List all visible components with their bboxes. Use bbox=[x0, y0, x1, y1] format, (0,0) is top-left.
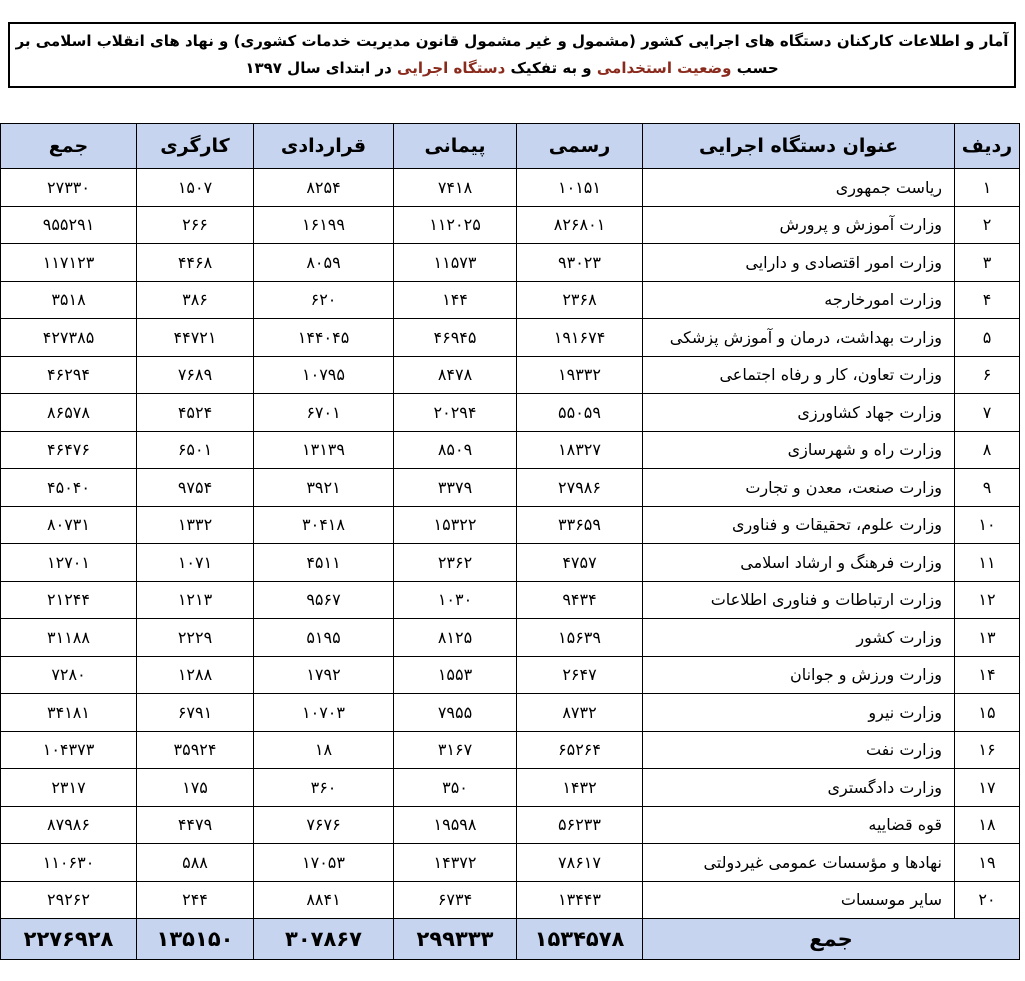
agency-name: وزارت صنعت، معدن و تجارت bbox=[643, 469, 955, 507]
agency-name: وزارت تعاون، کار و رفاه اجتماعی bbox=[643, 356, 955, 394]
header-worker: کارگری bbox=[137, 124, 254, 169]
official-count: ۲۷۹۸۶ bbox=[517, 469, 643, 507]
worker-count: ۶۷۹۱ bbox=[137, 694, 254, 732]
official-count: ۹۴۳۴ bbox=[517, 581, 643, 619]
official-count: ۸۲۶۸۰۱ bbox=[517, 206, 643, 244]
row-number: ۱۹ bbox=[955, 844, 1020, 882]
contract-count: ۱۶۱۹۹ bbox=[254, 206, 394, 244]
title-line-1: آمار و اطلاعات کارکنان دستگاه های اجرایی کشور (مشمول و غیر مشمول قانون مدیریت خدمات کشوری) و نهاد های انقلاب اسلامی بر bbox=[15, 32, 1009, 50]
row-total: ۸۷۹۸۶ bbox=[1, 806, 137, 844]
row-total: ۸۰۷۳۱ bbox=[1, 506, 137, 544]
official-count: ۱۹۱۶۷۴ bbox=[517, 319, 643, 357]
header-official: رسمی bbox=[517, 124, 643, 169]
total-contract: ۳۰۷۸۶۷ bbox=[254, 919, 394, 960]
official-count: ۱۴۳۲ bbox=[517, 769, 643, 807]
row-total: ۷۲۸۰ bbox=[1, 656, 137, 694]
agency-name: ریاست جمهوری bbox=[643, 169, 955, 207]
row-number: ۱۱ bbox=[955, 544, 1020, 582]
row-total: ۴۶۲۹۴ bbox=[1, 356, 137, 394]
row-number: ۹ bbox=[955, 469, 1020, 507]
row-total: ۳۱۱۸۸ bbox=[1, 619, 137, 657]
header-agency-title: عنوان دستگاه اجرایی bbox=[643, 124, 955, 169]
table-row bbox=[1, 431, 1020, 469]
table-row bbox=[1, 394, 1020, 432]
agency-name: وزارت ارتباطات و فناوری اطلاعات bbox=[643, 581, 955, 619]
row-number: ۱۷ bbox=[955, 769, 1020, 807]
table-row bbox=[1, 206, 1020, 244]
contract-count: ۳۰۴۱۸ bbox=[254, 506, 394, 544]
row-total: ۲۹۲۶۲ bbox=[1, 881, 137, 919]
worker-count: ۴۴۷۹ bbox=[137, 806, 254, 844]
worker-count: ۱۷۵ bbox=[137, 769, 254, 807]
agency-name: وزارت فرهنگ و ارشاد اسلامی bbox=[643, 544, 955, 582]
peymani-count: ۴۶۹۴۵ bbox=[394, 319, 517, 357]
peymani-count: ۸۱۲۵ bbox=[394, 619, 517, 657]
agency-name: وزارت نفت bbox=[643, 731, 955, 769]
worker-count: ۱۰۷۱ bbox=[137, 544, 254, 582]
contract-count: ۸۸۴۱ bbox=[254, 881, 394, 919]
contract-count: ۱۴۴۰۴۵ bbox=[254, 319, 394, 357]
peymani-count: ۶۷۳۴ bbox=[394, 881, 517, 919]
table-header-row bbox=[1, 124, 1020, 169]
row-total: ۲۷۳۳۰ bbox=[1, 169, 137, 207]
peymani-count: ۷۴۱۸ bbox=[394, 169, 517, 207]
agency-name: وزارت امورخارجه bbox=[643, 281, 955, 319]
peymani-count: ۱۴۳۷۲ bbox=[394, 844, 517, 882]
contract-count: ۸۲۵۴ bbox=[254, 169, 394, 207]
official-count: ۸۷۳۲ bbox=[517, 694, 643, 732]
row-total: ۴۵۰۴۰ bbox=[1, 469, 137, 507]
table-row bbox=[1, 356, 1020, 394]
worker-count: ۴۵۲۴ bbox=[137, 394, 254, 432]
table-row bbox=[1, 544, 1020, 582]
row-total: ۳۴۱۸۱ bbox=[1, 694, 137, 732]
table-row bbox=[1, 469, 1020, 507]
peymani-count: ۳۱۶۷ bbox=[394, 731, 517, 769]
table-row bbox=[1, 619, 1020, 657]
official-count: ۴۷۵۷ bbox=[517, 544, 643, 582]
agency-name: وزارت ورزش و جوانان bbox=[643, 656, 955, 694]
row-number: ۱۳ bbox=[955, 619, 1020, 657]
official-count: ۱۵۶۳۹ bbox=[517, 619, 643, 657]
official-count: ۶۵۲۶۴ bbox=[517, 731, 643, 769]
agency-name: وزارت جهاد کشاورزی bbox=[643, 394, 955, 432]
title-line-2-part-5: در ابتدای سال ۱۳۹۷ bbox=[245, 59, 398, 77]
employees-table bbox=[0, 123, 1020, 960]
table-row bbox=[1, 694, 1020, 732]
peymani-count: ۲۰۲۹۴ bbox=[394, 394, 517, 432]
row-number: ۲۰ bbox=[955, 881, 1020, 919]
total-peymani: ۲۹۹۳۳۳ bbox=[394, 919, 517, 960]
peymani-count: ۱۹۵۹۸ bbox=[394, 806, 517, 844]
peymani-count: ۳۵۰ bbox=[394, 769, 517, 807]
header-contract: قراردادی bbox=[254, 124, 394, 169]
contract-count: ۳۶۰ bbox=[254, 769, 394, 807]
peymani-count: ۸۴۷۸ bbox=[394, 356, 517, 394]
table-row bbox=[1, 656, 1020, 694]
row-number: ۱۲ bbox=[955, 581, 1020, 619]
title-highlight-employment-status: وضعیت استخدامی bbox=[596, 59, 732, 77]
worker-count: ۳۸۶ bbox=[137, 281, 254, 319]
header-contractual-peymani: پیمانی bbox=[394, 124, 517, 169]
official-count: ۹۳۰۲۳ bbox=[517, 244, 643, 282]
contract-count: ۸۰۵۹ bbox=[254, 244, 394, 282]
official-count: ۵۶۲۳۳ bbox=[517, 806, 643, 844]
official-count: ۷۸۶۱۷ bbox=[517, 844, 643, 882]
table-row bbox=[1, 731, 1020, 769]
contract-count: ۳۹۲۱ bbox=[254, 469, 394, 507]
worker-count: ۷۶۸۹ bbox=[137, 356, 254, 394]
peymani-count: ۲۳۶۲ bbox=[394, 544, 517, 582]
worker-count: ۲۴۴ bbox=[137, 881, 254, 919]
row-number: ۸ bbox=[955, 431, 1020, 469]
agency-name: نهادها و مؤسسات عمومی غیردولتی bbox=[643, 844, 955, 882]
worker-count: ۱۵۰۷ bbox=[137, 169, 254, 207]
worker-count: ۱۲۸۸ bbox=[137, 656, 254, 694]
row-total: ۱۱۷۱۲۳ bbox=[1, 244, 137, 282]
agency-name: وزارت کشور bbox=[643, 619, 955, 657]
official-count: ۲۶۴۷ bbox=[517, 656, 643, 694]
title-highlight-executive-agency: دستگاه اجرایی bbox=[397, 59, 506, 77]
row-total: ۸۶۵۷۸ bbox=[1, 394, 137, 432]
row-total: ۴۲۷۳۸۵ bbox=[1, 319, 137, 357]
title-line-2-part-1: حسب bbox=[731, 59, 779, 77]
row-number: ۷ bbox=[955, 394, 1020, 432]
peymani-count: ۱۱۲۰۲۵ bbox=[394, 206, 517, 244]
agency-name: قوه قضاییه bbox=[643, 806, 955, 844]
official-count: ۵۵۰۵۹ bbox=[517, 394, 643, 432]
row-total: ۴۶۴۷۶ bbox=[1, 431, 137, 469]
row-number: ۱۶ bbox=[955, 731, 1020, 769]
row-number: ۱۴ bbox=[955, 656, 1020, 694]
official-count: ۲۳۶۸ bbox=[517, 281, 643, 319]
contract-count: ۱۰۷۹۵ bbox=[254, 356, 394, 394]
contract-count: ۴۵۱۱ bbox=[254, 544, 394, 582]
row-total: ۹۵۵۲۹۱ bbox=[1, 206, 137, 244]
row-total: ۲۳۱۷ bbox=[1, 769, 137, 807]
document-title bbox=[8, 22, 1016, 88]
table-row bbox=[1, 844, 1020, 882]
table-row bbox=[1, 881, 1020, 919]
row-number: ۳ bbox=[955, 244, 1020, 282]
row-total: ۱۲۷۰۱ bbox=[1, 544, 137, 582]
worker-count: ۹۷۵۴ bbox=[137, 469, 254, 507]
official-count: ۱۹۳۳۲ bbox=[517, 356, 643, 394]
worker-count: ۵۸۸ bbox=[137, 844, 254, 882]
contract-count: ۹۵۶۷ bbox=[254, 581, 394, 619]
table-row bbox=[1, 806, 1020, 844]
agency-name: وزارت امور اقتصادی و دارایی bbox=[643, 244, 955, 282]
total-worker: ۱۳۵۱۵۰ bbox=[137, 919, 254, 960]
contract-count: ۱۳۱۳۹ bbox=[254, 431, 394, 469]
peymani-count: ۱۵۳۲۲ bbox=[394, 506, 517, 544]
title-line-2-part-3: و به تفکیک bbox=[505, 59, 597, 77]
contract-count: ۶۷۰۱ bbox=[254, 394, 394, 432]
agency-name: وزارت آموزش و پرورش bbox=[643, 206, 955, 244]
table-row bbox=[1, 281, 1020, 319]
agency-name: وزارت علوم، تحقیقات و فناوری bbox=[643, 506, 955, 544]
worker-count: ۱۳۳۲ bbox=[137, 506, 254, 544]
peymani-count: ۱۰۳۰ bbox=[394, 581, 517, 619]
table-row bbox=[1, 169, 1020, 207]
table-row bbox=[1, 319, 1020, 357]
title-line-2 bbox=[10, 55, 1014, 82]
peymani-count: ۱۴۴ bbox=[394, 281, 517, 319]
row-number: ۲ bbox=[955, 206, 1020, 244]
peymani-count: ۷۹۵۵ bbox=[394, 694, 517, 732]
contract-count: ۷۶۷۶ bbox=[254, 806, 394, 844]
total-row bbox=[1, 919, 1020, 960]
peymani-count: ۱۱۵۷۳ bbox=[394, 244, 517, 282]
total-label: جمع bbox=[643, 919, 1020, 960]
table-row bbox=[1, 244, 1020, 282]
row-number: ۱ bbox=[955, 169, 1020, 207]
agency-name: وزارت نیرو bbox=[643, 694, 955, 732]
official-count: ۳۳۶۵۹ bbox=[517, 506, 643, 544]
table-row bbox=[1, 581, 1020, 619]
contract-count: ۱۰۷۰۳ bbox=[254, 694, 394, 732]
worker-count: ۶۵۰۱ bbox=[137, 431, 254, 469]
row-number: ۱۰ bbox=[955, 506, 1020, 544]
agency-name: سایر موسسات bbox=[643, 881, 955, 919]
peymani-count: ۸۵۰۹ bbox=[394, 431, 517, 469]
agency-name: وزارت بهداشت، درمان و آموزش پزشکی bbox=[643, 319, 955, 357]
contract-count: ۶۲۰ bbox=[254, 281, 394, 319]
row-total: ۱۰۴۳۷۳ bbox=[1, 731, 137, 769]
table-row bbox=[1, 506, 1020, 544]
worker-count: ۲۲۲۹ bbox=[137, 619, 254, 657]
header-row-number: ردیف bbox=[955, 124, 1020, 169]
worker-count: ۴۴۷۲۱ bbox=[137, 319, 254, 357]
row-number: ۶ bbox=[955, 356, 1020, 394]
row-total: ۳۵۱۸ bbox=[1, 281, 137, 319]
row-number: ۱۵ bbox=[955, 694, 1020, 732]
peymani-count: ۳۳۷۹ bbox=[394, 469, 517, 507]
row-total: ۲۱۲۴۴ bbox=[1, 581, 137, 619]
official-count: ۱۸۳۲۷ bbox=[517, 431, 643, 469]
worker-count: ۱۲۱۳ bbox=[137, 581, 254, 619]
agency-name: وزارت راه و شهرسازی bbox=[643, 431, 955, 469]
contract-count: ۱۸ bbox=[254, 731, 394, 769]
row-number: ۵ bbox=[955, 319, 1020, 357]
total-official: ۱۵۳۴۵۷۸ bbox=[517, 919, 643, 960]
official-count: ۱۳۴۴۳ bbox=[517, 881, 643, 919]
worker-count: ۳۵۹۲۴ bbox=[137, 731, 254, 769]
agency-name: وزارت دادگستری bbox=[643, 769, 955, 807]
worker-count: ۲۶۶ bbox=[137, 206, 254, 244]
header-total: جمع bbox=[1, 124, 137, 169]
row-number: ۱۸ bbox=[955, 806, 1020, 844]
peymani-count: ۱۵۵۳ bbox=[394, 656, 517, 694]
worker-count: ۴۴۶۸ bbox=[137, 244, 254, 282]
row-total: ۱۱۰۶۳۰ bbox=[1, 844, 137, 882]
row-number: ۴ bbox=[955, 281, 1020, 319]
total-sum: ۲۲۷۶۹۲۸ bbox=[1, 919, 137, 960]
contract-count: ۵۱۹۵ bbox=[254, 619, 394, 657]
official-count: ۱۰۱۵۱ bbox=[517, 169, 643, 207]
table-row bbox=[1, 769, 1020, 807]
contract-count: ۱۷۰۵۳ bbox=[254, 844, 394, 882]
contract-count: ۱۷۹۲ bbox=[254, 656, 394, 694]
